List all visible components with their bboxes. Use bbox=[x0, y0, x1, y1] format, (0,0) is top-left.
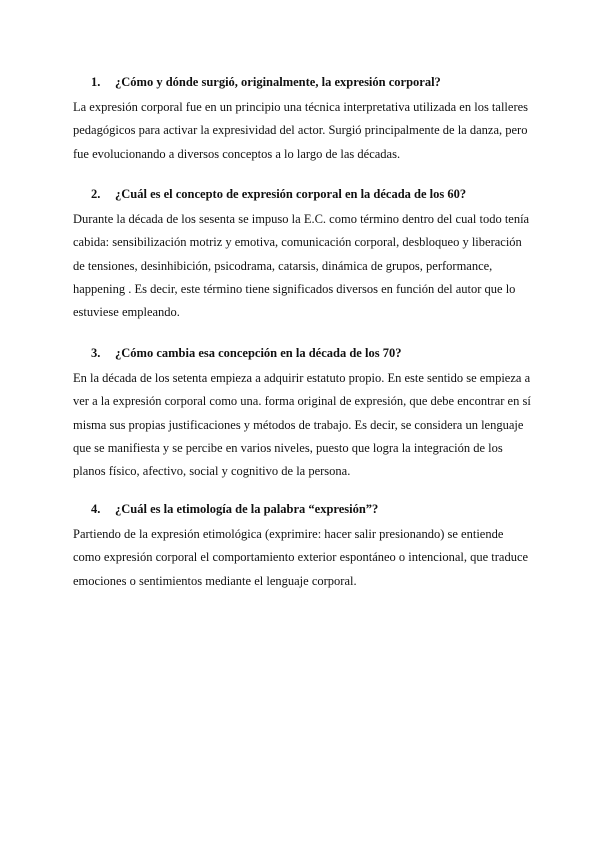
question-number-2: 2. bbox=[91, 187, 101, 201]
question-section-4 bbox=[73, 501, 533, 593]
question-heading-1 bbox=[73, 74, 533, 90]
answer-paragraph-3: En la década de los setenta empieza a adquirir estatuto propio. En este sentido se empieza a ver a la expresión corporal como una. forma original de expresión, que debe encontrar en sí misma sus propias justificaciones y métodos de trabajo. Es decir, se considera un lenguaje que se manifiesta y se percibe en varios niveles, puesto que logra la integración de los planos físico, afectivo, social y cognitivo de la persona. bbox=[73, 371, 531, 479]
question-section-3 bbox=[73, 345, 533, 483]
answer-paragraph-2: Durante la década de los sesenta se impuso la E.C. como término dentro del cual todo tenía cabida: sensibilización motriz y emotiva, comunicación corporal, desbloqueo y liberación de tensiones, desinhibición, psicodrama, catarsis, dinámica de grupos, performance, happening . Es decir, este término tiene significados diversos en función del autor que lo estuviese empleando. bbox=[73, 212, 530, 320]
question-heading-4 bbox=[73, 501, 533, 517]
question-heading-2 bbox=[73, 186, 533, 202]
question-section-1 bbox=[73, 74, 533, 166]
answer-paragraph-4: Partiendo de la expresión etimológica (exprimire: hacer salir presionando) se entiende como expresión corporal el comportamiento exterior espontáneo o intencional, que traduce emociones o sentimientos mediante el lenguaje corporal. bbox=[73, 527, 529, 588]
question-title-4: ¿Cuál es la etimología de la palabra “expresión”? bbox=[115, 502, 379, 516]
question-number-1: 1. bbox=[91, 75, 101, 89]
answer-paragraph-1: La expresión corporal fue en un principio una técnica interpretativa utilizada en los talleres pedagógicos para activar la expresividad del actor. Surgió principalmente de la danza, pero fue evolucionando a diversos conceptos a lo largo de las décadas. bbox=[73, 100, 529, 161]
question-heading-3 bbox=[73, 345, 533, 361]
question-section-2 bbox=[73, 186, 533, 324]
question-title-1: ¿Cómo y dónde surgió, originalmente, la expresión corporal? bbox=[115, 75, 441, 89]
question-number-3: 3. bbox=[91, 346, 101, 360]
question-title-2: ¿Cuál es el concepto de expresión corporal en la década de los 60? bbox=[115, 187, 467, 201]
question-number-4: 4. bbox=[91, 502, 101, 516]
question-title-3: ¿Cómo cambia esa concepción en la década de los 70? bbox=[115, 346, 402, 360]
